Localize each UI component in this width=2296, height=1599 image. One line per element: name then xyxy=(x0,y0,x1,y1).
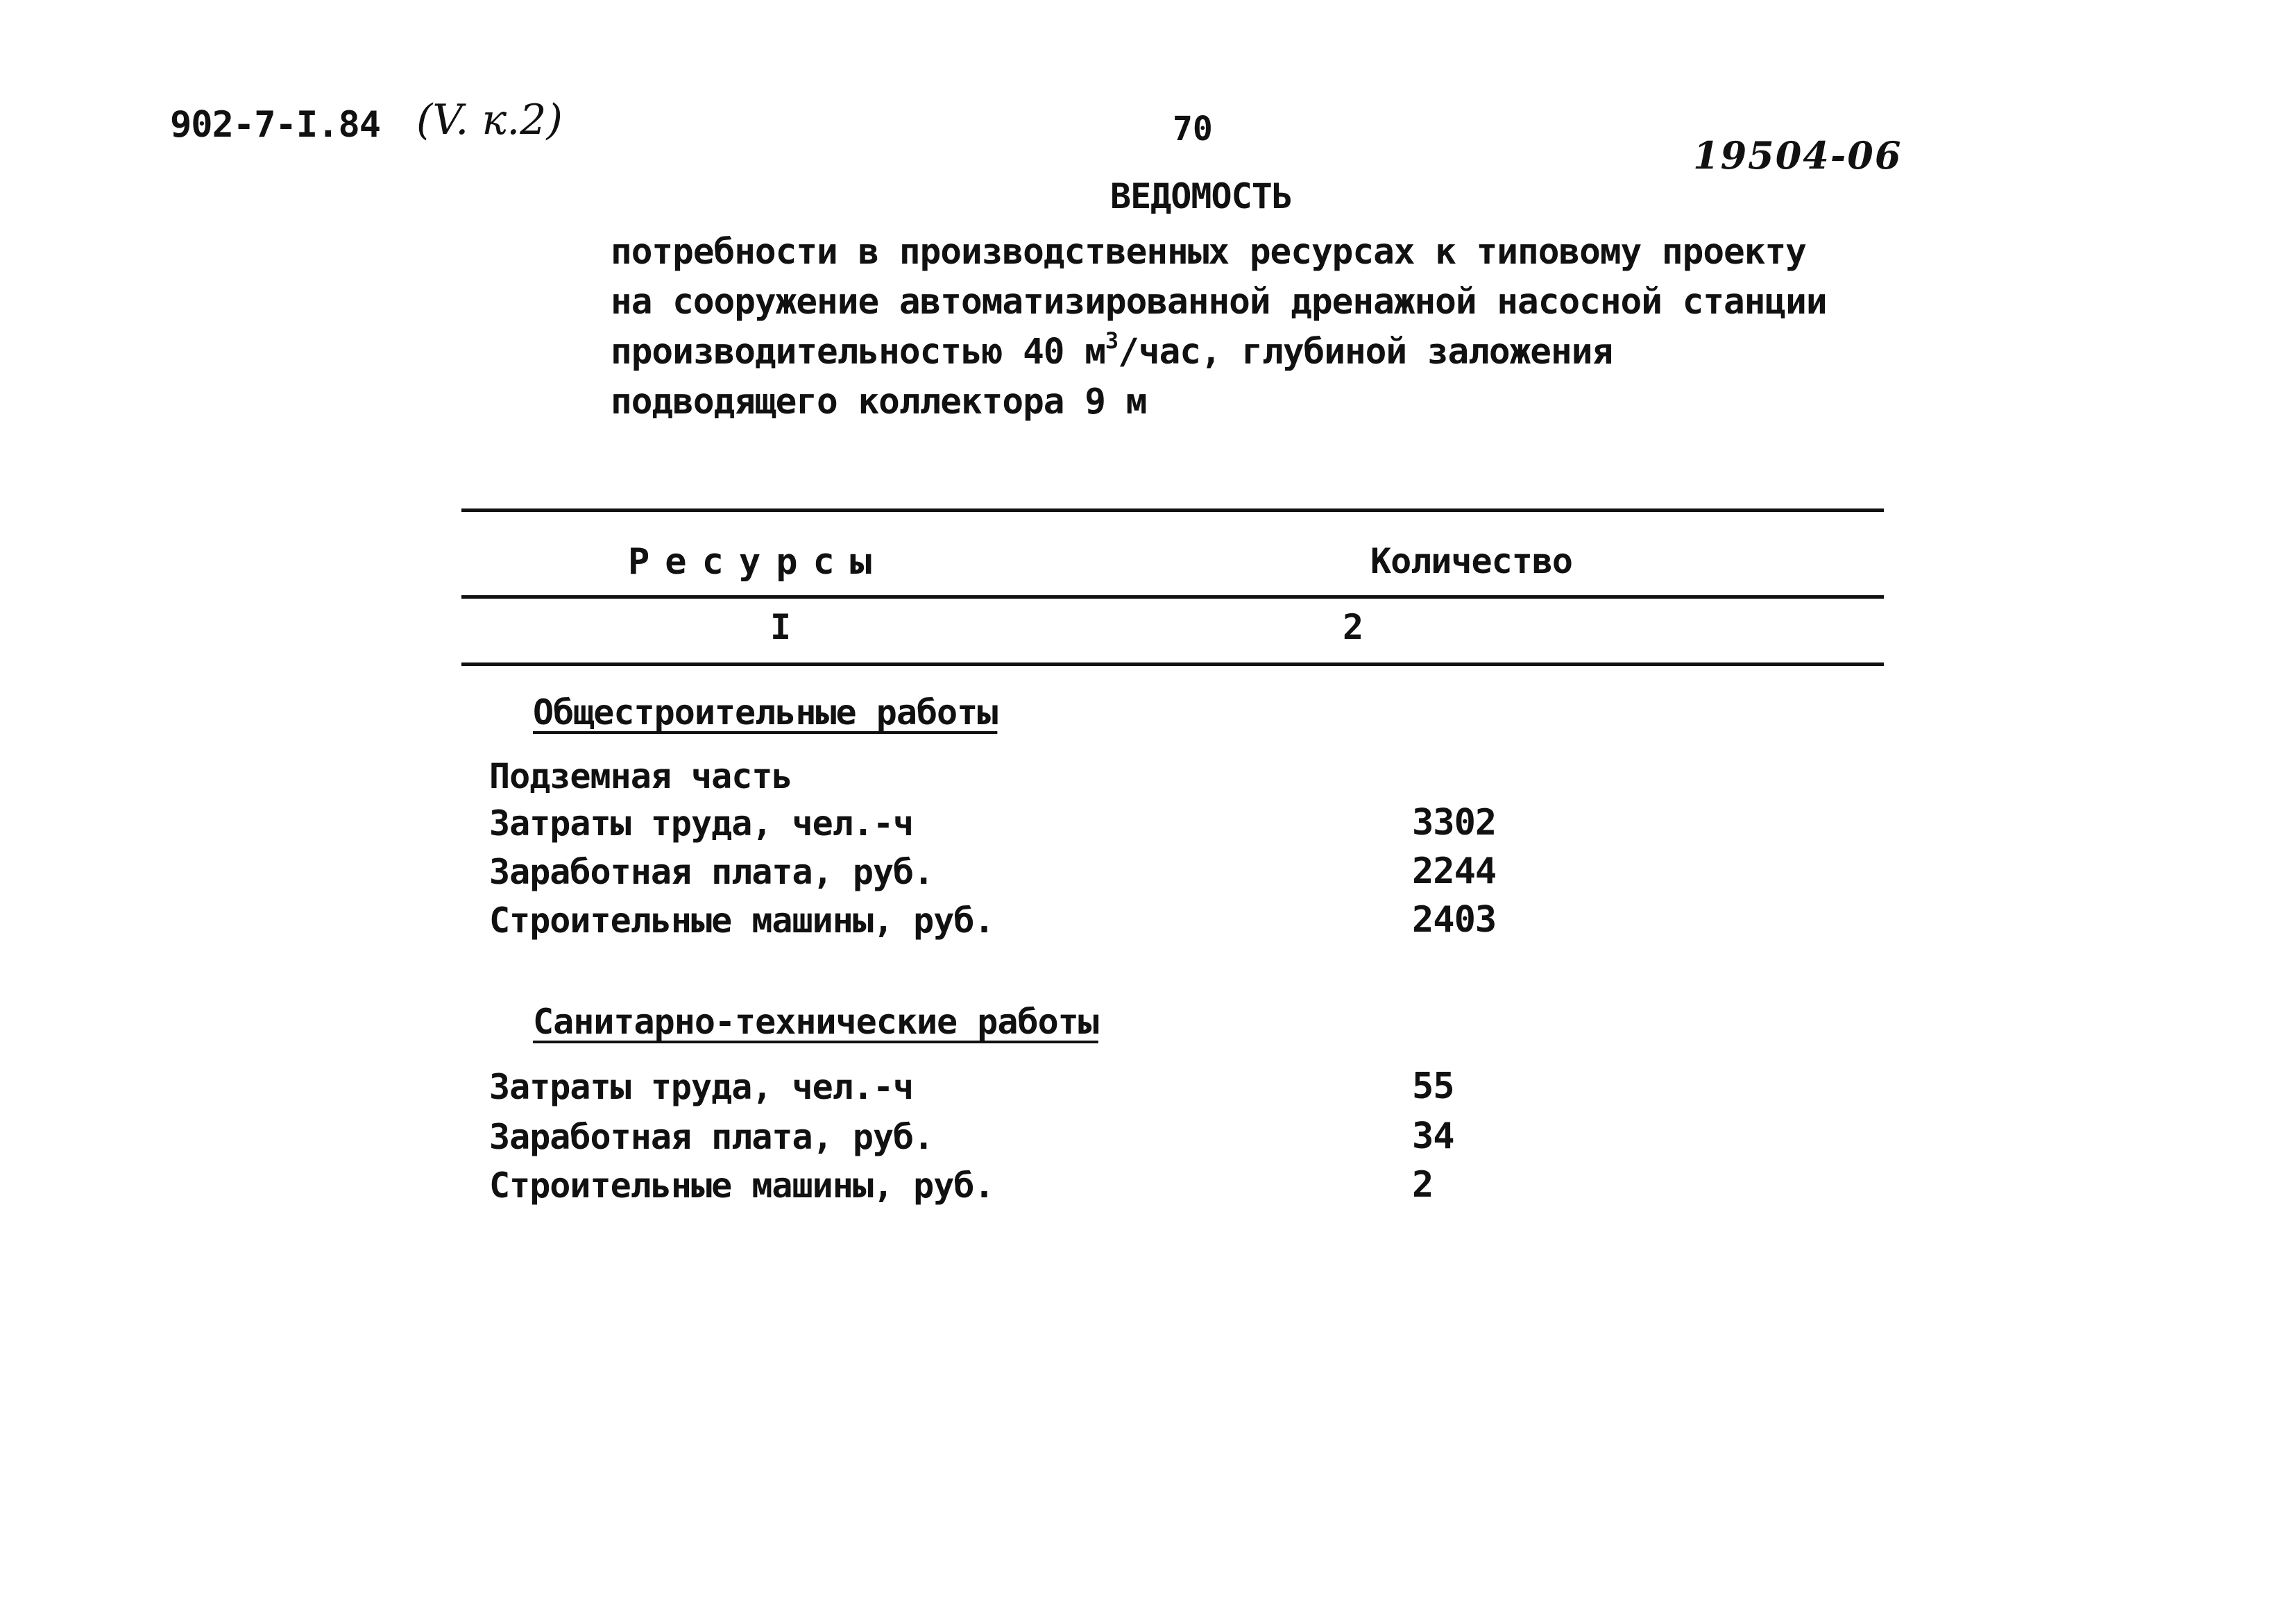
subtitle-line-3-after: /час, глубиной заложения xyxy=(1118,332,1613,373)
page-number: 70 xyxy=(1173,110,1213,148)
table-top-rule xyxy=(461,508,1884,512)
table-row-value: 2 xyxy=(1412,1164,1434,1206)
table-row-label: Затраты труда, чел.-ч xyxy=(489,803,914,844)
superscript-cubed: 3 xyxy=(1105,327,1119,354)
subtitle-line-2: на сооружение автоматизированной дренажной насосной станции xyxy=(611,282,1827,323)
table-row-value: 34 xyxy=(1412,1115,1454,1157)
table-row-value: 3302 xyxy=(1412,802,1497,844)
subtitle-line-4: подводящего коллектора 9 м xyxy=(611,382,1147,422)
table-header-rule xyxy=(461,595,1884,599)
column-header-resources: Ресурсы xyxy=(628,541,887,583)
table-row-value: 2244 xyxy=(1412,850,1497,892)
section-subheading-underground: Подземная часть xyxy=(489,756,792,796)
table-row-value: 2403 xyxy=(1412,899,1497,941)
document-subtitle xyxy=(611,228,1827,427)
column-number-2: 2 xyxy=(1343,607,1364,647)
subtitle-line-1: потребности в производственных ресурсах к типовому проекту xyxy=(611,232,1806,273)
table-row-label: Затраты труда, чел.-ч xyxy=(489,1067,914,1107)
column-header-quantity: Количество xyxy=(1370,541,1573,581)
document-title: ВЕДОМОСТЬ xyxy=(1110,176,1292,216)
table-body-rule xyxy=(461,662,1884,666)
section-heading-sanitary-technical: Санитарно-технические работы xyxy=(533,1002,1098,1042)
volume-note: (V. к.2) xyxy=(416,96,563,144)
subtitle-line-3 xyxy=(611,327,1827,377)
section-heading-general-construction: Общестроительные работы xyxy=(533,692,998,733)
inventory-number: 19504-06 xyxy=(1693,133,1903,178)
column-number-1: I xyxy=(770,607,792,647)
table-row-value: 55 xyxy=(1412,1066,1454,1107)
table-row-label: Строительные машины, руб. xyxy=(489,1165,994,1206)
table-row-label: Заработная плата, руб. xyxy=(489,852,934,892)
table-row-label: Заработная плата, руб. xyxy=(489,1117,934,1157)
document-code: 902-7-I.84 xyxy=(170,104,381,146)
table-row-label: Строительные машины, руб. xyxy=(489,900,994,941)
subtitle-line-3-before: производительностью 40 м xyxy=(611,332,1105,373)
